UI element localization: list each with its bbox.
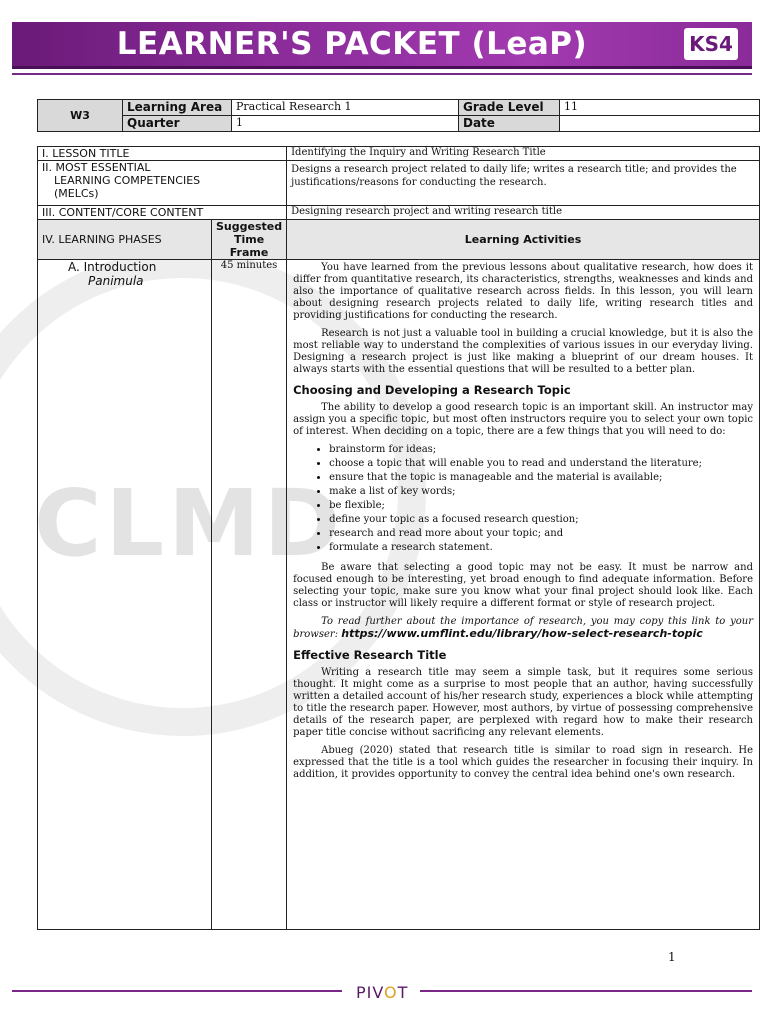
list-item: • make a list of key words; [329,486,753,498]
list-item: • formulate a research statement. [329,542,753,554]
header-divider [12,73,752,75]
topic-heading: Choosing and Developing a Research Topic [293,383,571,397]
selection-paragraph: Be aware that selecting a good topic may not be easy. It must be narrow and focused enough to be interesting, yet broad enough to find adequate information. Before selecting your topic, make sure you know what your final project should look like. Each class or instructor will likely require a different format or style of research project. [293,562,753,609]
phase-name: A. Introduction [68,260,157,274]
phase-sub: Panimula [88,274,144,288]
list-item: • brainstorm for ideas; [329,444,753,456]
title-heading: Effective Research Title [293,648,447,662]
week-label: W3 [38,100,123,132]
research-paragraph: Research is not just a valuable tool in building a crucial knowledge, but it is also the most reliable way to understand the complexities of various issues in our everyday living. Designing a research project is just like making a blueprint of our dream houses. It always starts with the essential questions that will be resulted to a better plan. [293,328,753,375]
list-item: • define your topic as a focused research question; [329,514,753,526]
pivot-logo [356,983,408,1002]
list-item: • be flexible; [329,500,753,512]
pivot-logo-a: PIV [356,983,385,1002]
learning-phases-header: IV. LEARNING PHASES [38,220,212,260]
intro-paragraph: You have learned from the previous lessons about qualitative research, how does it differ from quantitative research, its characteristics, strengths, weaknesses and kinds and also the importance of qualitative research across fields. In this lesson, you will learn about designing research projects related to daily life, writing research titles and providing justifications for conducting the research. [293,262,753,321]
ks-badge: KS4 [684,28,738,60]
date-value [560,116,760,132]
melcs-label [38,161,287,206]
lesson-table [37,146,760,930]
phase-cell [38,260,212,930]
phase-time: 45 minutes [212,260,287,930]
content-label: III. CONTENT/CORE CONTENT [38,206,287,220]
list-item: • choose a topic that will enable you to read and understand the literature; [329,458,753,470]
melcs-label-line1: II. MOST ESSENTIAL [42,161,151,174]
footer-line-right [420,990,752,992]
learning-area-value: Practical Research 1 [232,100,459,116]
abueg-paragraph: Abueg (2020) stated that research title is similar to road sign in research. He expressed that the title is a tool which guides the researcher in focusing their inquiry. In addition, it provides opportunity to convey the central idea behind one's own research. [293,745,753,780]
title-paragraph: Writing a research title may seem a simple task, but it requires some serious thought. It might come as a surprise to most people that an author, having successfully written a detailed account of his/her research study, experiences a block while attempting to title the research paper. However, most authors, by virtue of possessing comprehensive details of the research paper, are perplexed with regard how to make their research paper title concise without sacrificing any relevant elements. [293,667,753,738]
activities-content [287,260,760,930]
lesson-title-value: Identifying the Inquiry and Writing Research Title [287,147,760,161]
lesson-title-label: I. LESSON TITLE [38,147,287,161]
topic-steps-list [293,444,753,554]
page-number: 1 [668,950,676,964]
footer-line-left [12,990,342,992]
list-item: • ensure that the topic is manageable and the material is available; [329,472,753,484]
learning-activities-header: Learning Activities [287,220,760,260]
quarter-label: Quarter [123,116,232,132]
time-frame-header: Suggested Time Frame [212,220,287,260]
leap-banner [12,22,752,69]
melcs-value: Designs a research project related to daily life; writes a research title; and provides the justifications/reasons for conducting the research. [287,161,760,206]
learning-area-label: Learning Area [123,100,232,116]
pivot-logo-b: T [397,983,409,1002]
research-topic-link[interactable]: https://www.umflint.edu/library/how-select-research-topic [341,627,703,640]
grade-level-label: Grade Level [459,100,560,116]
grade-level-value: 11 [560,100,760,116]
watermark-text: CLMD [34,470,345,577]
further-reading-paragraph [293,616,753,641]
melcs-label-line3: (MELCs) [54,187,99,200]
topic-paragraph: The ability to develop a good research topic is an important skill. An instructor may assign you a specific topic, but most often instructors require you to select your own topic of interest. When deciding on a topic, there are a few things that you will need to do: [293,402,753,437]
quarter-value: 1 [232,116,459,132]
pivot-logo-o: O [384,983,398,1002]
further-reading-text: To read further about the importance of research, you may copy this link to your browser: [293,616,753,640]
date-label: Date [459,116,560,132]
content-value: Designing research project and writing research title [287,206,760,220]
list-item: • research and read more about your topic; and [329,528,753,540]
banner-title: LEARNER'S PACKET (LeaP) [116,26,588,62]
header-info-table [37,99,760,132]
melcs-label-line2: LEARNING COMPETENCIES [54,174,201,187]
